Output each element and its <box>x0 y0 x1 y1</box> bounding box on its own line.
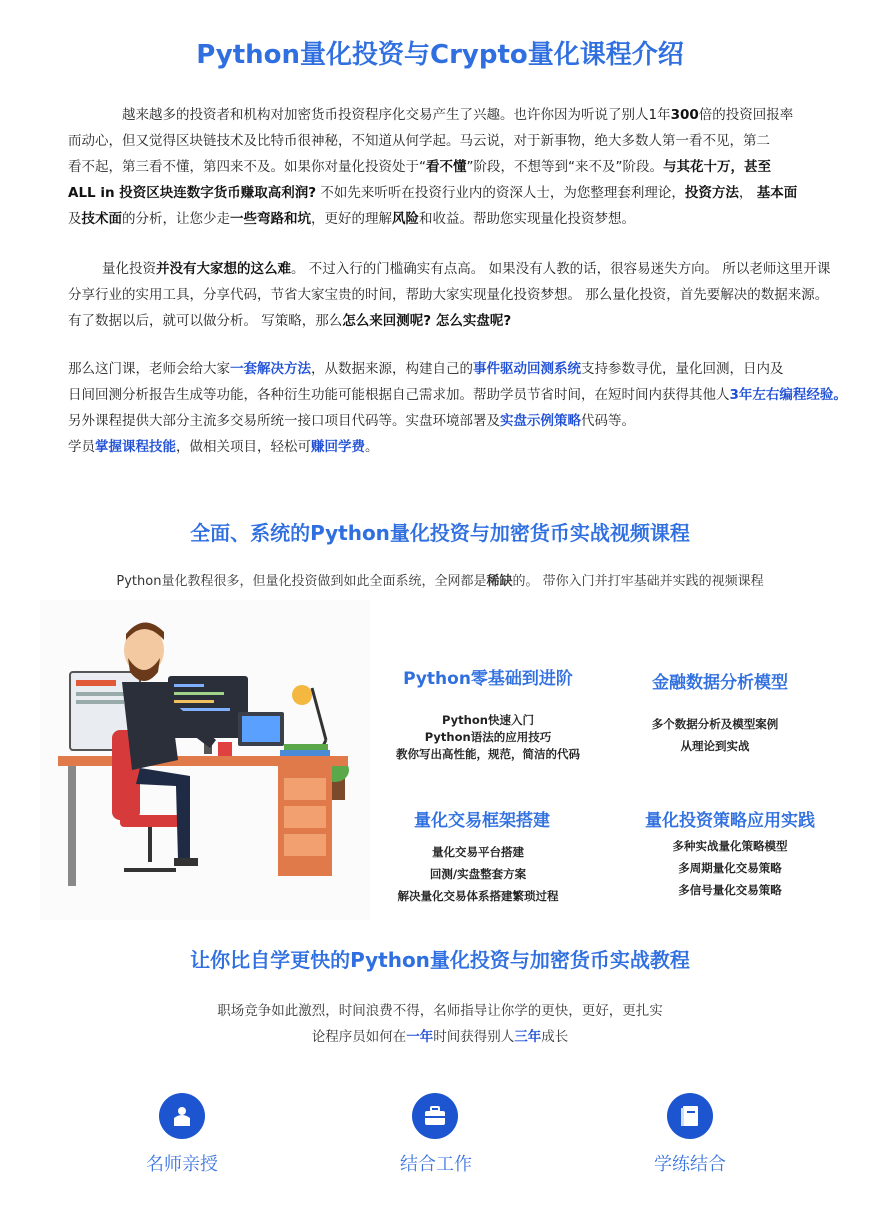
work-label: 结合工作 <box>400 1154 472 1175</box>
section-title-faster: 让你比自学更快的Python量化投资与加密货币实战教程 <box>190 948 690 972</box>
difficulty-paragraph: 量化投资并没有大家想的这么难。 不过入行的门槛确实有点高。 如果没有人教的话，很容易迷失方向。 所以老师这里开课 分享行业的实用工具，分享代码，节省大家宝贵的时间，帮助大家实现量化投资梦想。 那么量化投资，首先要解决的数据来源。 有了数据以后，就可以做分析。 写策略，那么怎么来回测呢? 怎么实盘呢? <box>68 261 831 329</box>
feature-title-framework: 量化交易框架搭建 <box>414 811 550 831</box>
practice-label: 学练结合 <box>654 1154 726 1175</box>
programmer-illustration <box>40 600 370 920</box>
faster-paragraph: 职场竞争如此激烈，时间浪费不得，名师指导让你学的更快，更好，更扎实 论程序员如何在一年时间获得别人三年成长 <box>217 1003 663 1045</box>
feature-title-finance: 金融数据分析模型 <box>652 673 788 693</box>
feature-lines-finance: 多个数据分析及模型案例 从理论到实战 <box>651 717 779 753</box>
course-subtitle: Python量化教程很多，但量化投资做到如此全面系统，全网都是稀缺的。 带你入门并打牢基础并实践的视频课程 <box>116 574 764 589</box>
intro-paragraph: 越来越多的投资者和机构对加密货币投资程序化交易产生了兴趣。也许你因为听说了别人1年300倍的投资回报率 而动心，但又觉得区块链技术及比特币很神秘，不知道从何学起。马云说，对于新事物，绝大多数人第一看不见，第二 看不起，第三看不懂，第四来不及。如果你对量化投资处于“看不懂”阶段，不想等到“来不及”阶段。与其花十万，甚至 ALL in 投资区块连数字货币赚取高利润? 不如先来听听在投资行业内的资深人士，为您整理套利理论，投资方法， 基本面 及技术面的分析，让您少走一些弯路和坑，更好的理解风险和收益。帮助您实现量化投资梦想。 <box>68 107 798 227</box>
section-title-course: 全面、系统的Python量化投资与加密货币实战视频课程 <box>190 521 690 545</box>
teacher-label: 名师亲授 <box>146 1154 218 1175</box>
feature-lines-strategy: 多种实战量化策略模型 多周期量化交易策略 多信号量化交易策略 <box>672 839 788 897</box>
feature-title-strategy: 量化投资策略应用实践 <box>645 811 815 831</box>
feature-lines-framework: 量化交易平台搭建 回测/实盘整套方案 解决量化交易体系搭建繁琐过程 <box>397 845 559 903</box>
book-icon <box>667 1093 713 1139</box>
feature-lines-python: Python快速入门 Python语法的应用技巧 教你写出高性能，规范，简洁的代码 <box>396 713 580 761</box>
teacher-icon <box>159 1093 205 1139</box>
briefcase-icon <box>412 1093 458 1139</box>
feature-title-python: Python零基础到进阶 <box>403 669 573 689</box>
solution-paragraph: 那么这门课，老师会给大家一套解决方法，从数据来源，构建自己的事件驱动回测系统支持参数寻优，量化回测，日内及 日间回测分析报告生成等功能，各种衍生功能可能根据自己需求加。帮助学员节省时间，在短时间内获得其他人3年左右编程经验。 另外课程提供大部分主流多交易所统一接口项目代码等。实盘环境部署及实盘示例策略代码等。 学员掌握课程技能，做相关项目，轻松可赚回学费。 <box>68 361 847 455</box>
main-title: Python量化投资与Crypto量化课程介绍 <box>196 40 684 70</box>
